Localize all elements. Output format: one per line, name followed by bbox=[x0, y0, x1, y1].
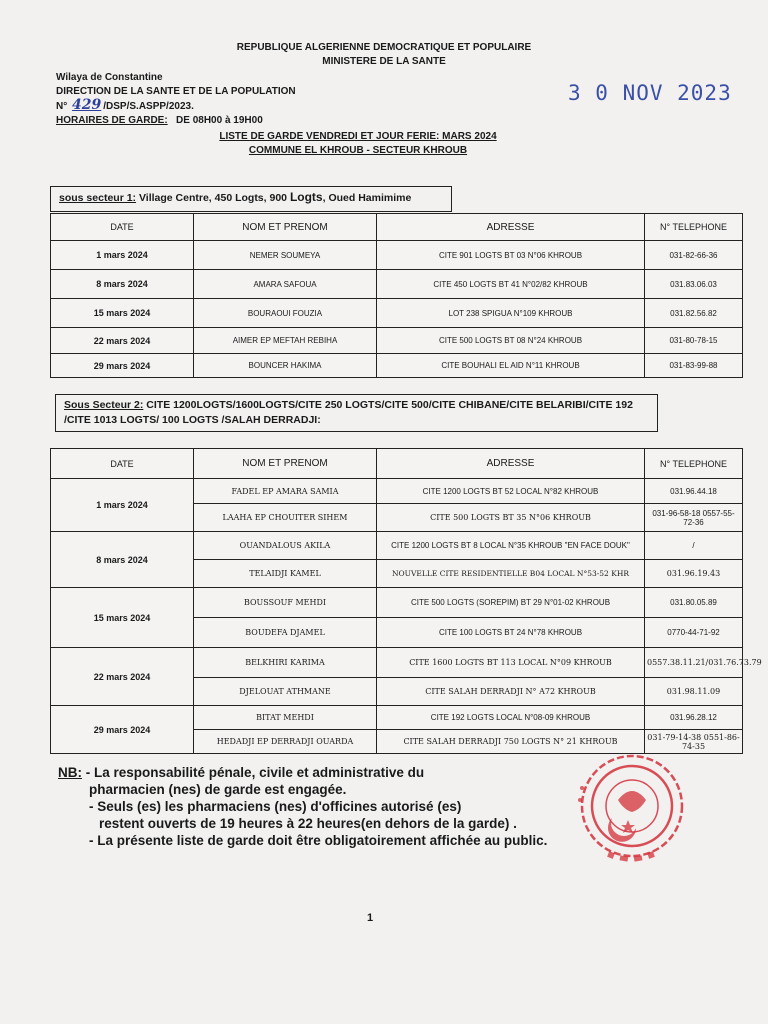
row-address: CITE 901 LOGTS BT 03 N°06 KHROUB bbox=[377, 241, 645, 270]
sector1-label: sous secteur 1: bbox=[59, 192, 137, 204]
row-phone: 031-79-14-38 0551-86-74-35 bbox=[645, 730, 743, 754]
table-header-row bbox=[51, 214, 743, 241]
row-name: OUANDALOUS AKILA bbox=[194, 532, 377, 560]
header-name: NOM ET PRENOM bbox=[194, 449, 377, 479]
header-date: DATE bbox=[51, 449, 194, 479]
row-phone: 031.82.56.82 bbox=[645, 299, 743, 328]
row-address: CITE SALAH DERRADJI 750 LOGTS N° 21 KHROUB bbox=[377, 730, 645, 754]
group-date: 15 mars 2024 bbox=[51, 588, 194, 648]
row-name: LAAHA EP CHOUITER SIHEM bbox=[194, 504, 377, 532]
hours-label: HORAIRES DE GARDE: bbox=[56, 115, 168, 126]
row-name: BOURAOUI FOUZIA bbox=[194, 299, 377, 328]
row-name: BOUDEFA DJAMEL bbox=[194, 618, 377, 648]
sector1-banner bbox=[50, 186, 452, 212]
row-name: AIMER EP MEFTAH REBIHA bbox=[194, 328, 377, 354]
row-name: NEMER SOUMEYA bbox=[194, 241, 377, 270]
sector2-areas-line1: CITE 1200LOGTS/1600LOGTS/CITE 250 LOGTS/CITE 500/CITE CHIBANE/CITE BELARIBI/CITE 192 bbox=[146, 399, 633, 411]
row-address: CITE 1200 LOGTS BT 52 LOCAL N°82 KHROUB bbox=[377, 479, 645, 504]
hours-line bbox=[56, 115, 263, 126]
row-phone: 031-83-99-88 bbox=[645, 354, 743, 378]
row-phone: 031.96.28.12 bbox=[645, 706, 743, 730]
table-header-row bbox=[51, 449, 743, 479]
row-phone: 031.96.44.18 bbox=[645, 479, 743, 504]
list-title: LISTE DE GARDE VENDREDI ET JOUR FERIE: MARS 2024 bbox=[219, 131, 497, 142]
row-address: CITE SALAH DERRADJI N° A72 KHROUB bbox=[377, 678, 645, 706]
row-phone: 031-96-58-18 0557-55-72-36 bbox=[645, 504, 743, 532]
official-seal-icon bbox=[568, 748, 696, 876]
direction-line: DIRECTION DE LA SANTE ET DE LA POPULATION bbox=[56, 86, 296, 97]
row-address: CITE BOUHALI EL AID N°11 KHROUB bbox=[377, 354, 645, 378]
wilaya-line: Wilaya de Constantine bbox=[56, 72, 163, 83]
row-date: 29 mars 2024 bbox=[51, 354, 194, 378]
notes-label: NB: bbox=[58, 765, 82, 780]
sector1-table bbox=[50, 213, 743, 378]
header-date: DATE bbox=[51, 214, 194, 241]
row-name: BOUSSOUF MEHDI bbox=[194, 588, 377, 618]
row-name: BELKHIRI KARIMA bbox=[194, 648, 377, 678]
row-date: 22 mars 2024 bbox=[51, 328, 194, 354]
row-address: LOT 238 SPIGUA N°109 KHROUB bbox=[377, 299, 645, 328]
row-address: CITE 1200 LOGTS BT 8 LOCAL N°35 KHROUB "EN FACE DOUK" bbox=[377, 532, 645, 560]
note-line: NB: - La responsabilité pénale, civile et administrative du bbox=[58, 765, 425, 780]
row-name: BITAT MEHDI bbox=[194, 706, 377, 730]
table-row bbox=[51, 354, 743, 378]
commune-title: COMMUNE EL KHROUB - SECTEUR KHROUB bbox=[248, 145, 468, 156]
row-phone: 0770-44-71-92 bbox=[645, 618, 743, 648]
row-address: CITE 500 LOGTS BT 08 N°24 KHROUB bbox=[377, 328, 645, 354]
row-address: CITE 100 LOGTS BT 24 N°78 KHROUB bbox=[377, 618, 645, 648]
table-row bbox=[51, 328, 743, 354]
table-row bbox=[51, 270, 743, 299]
sector2-label: Sous Secteur 2: bbox=[64, 399, 144, 411]
header-phone: N° TELEPHONE bbox=[645, 449, 743, 479]
row-phone: 031.83.06.03 bbox=[645, 270, 743, 299]
row-date: 8 mars 2024 bbox=[51, 270, 194, 299]
table-row bbox=[51, 706, 743, 730]
table-row bbox=[51, 648, 743, 678]
row-address: CITE 500 LOGTS (SOREPIM) BT 29 N°01-02 KHROUB bbox=[377, 588, 645, 618]
row-address: CITE 1600 LOGTS BT 113 LOCAL N°09 KHROUB bbox=[377, 648, 645, 678]
reference-line bbox=[56, 97, 194, 113]
row-name: AMARA SAFOUA bbox=[194, 270, 377, 299]
row-phone: 031-82-66-36 bbox=[645, 241, 743, 270]
hours-value: DE 08H00 à 19H00 bbox=[176, 115, 263, 126]
row-name: BOUNCER HAKIMA bbox=[194, 354, 377, 378]
header-phone: N° TELEPHONE bbox=[645, 214, 743, 241]
ref-suffix: /DSP/S.ASPP/2023. bbox=[103, 101, 194, 112]
row-address: NOUVELLE CITE RESIDENTIELLE B04 LOCAL N°53-52 KHR bbox=[377, 560, 645, 588]
note-line: - Seuls (es) les pharmaciens (nes) d'officines autorisé (es) bbox=[89, 799, 462, 814]
sector1-areas: Village Centre, 450 Logts, 900 bbox=[138, 192, 288, 204]
notes-block bbox=[58, 764, 588, 849]
header-address: ADRESSE bbox=[377, 449, 645, 479]
row-phone: 031.80.05.89 bbox=[645, 588, 743, 618]
table-row bbox=[51, 479, 743, 504]
row-name: FADEL EP AMARA SAMIA bbox=[194, 479, 377, 504]
sector2-banner bbox=[55, 394, 658, 432]
sector2-table bbox=[50, 448, 762, 754]
ref-number: 429 bbox=[72, 97, 102, 113]
row-phone: 0557.38.11.21/031.76.73.79 bbox=[645, 648, 743, 678]
table-row bbox=[51, 241, 743, 270]
row-address: CITE 192 LOGTS LOCAL N°08-09 KHROUB bbox=[377, 706, 645, 730]
group-date: 29 mars 2024 bbox=[51, 706, 194, 754]
ref-prefix: N° bbox=[56, 101, 68, 112]
sector2-areas-line2: /CITE 1013 LOGTS/ 100 LOGTS /SALAH DERRADJI: bbox=[64, 414, 321, 426]
header-address: ADRESSE bbox=[377, 214, 645, 241]
table-row bbox=[51, 588, 743, 618]
row-address: CITE 500 LOGTS BT 35 N°06 KHROUB bbox=[377, 504, 645, 532]
received-date-stamp: 3 0 NOV 2023 bbox=[568, 81, 732, 105]
sector1-areas-end: , Oued Hamimime bbox=[322, 192, 412, 204]
row-phone: / bbox=[645, 532, 743, 560]
page-number: 1 bbox=[366, 912, 374, 924]
note-line: - La présente liste de garde doit être obligatoirement affichée au public. bbox=[89, 833, 548, 848]
row-date: 15 mars 2024 bbox=[51, 299, 194, 328]
group-date: 1 mars 2024 bbox=[51, 479, 194, 532]
header-name: NOM ET PRENOM bbox=[194, 214, 377, 241]
republic-title: REPUBLIQUE ALGERIENNE DEMOCRATIQUE ET POPULAIRE bbox=[236, 42, 532, 53]
table-row bbox=[51, 532, 743, 560]
row-phone: 031.98.11.09 bbox=[645, 678, 743, 706]
row-phone: 031-80-78-15 bbox=[645, 328, 743, 354]
row-name: DJELOUAT ATHMANE bbox=[194, 678, 377, 706]
sector1-areas-emphasis: Logts bbox=[289, 190, 323, 204]
ministry-title: MINISTERE DE LA SANTE bbox=[322, 56, 446, 67]
group-date: 8 mars 2024 bbox=[51, 532, 194, 588]
note-line: restent ouverts de 19 heures à 22 heures(en dehors de la garde) . bbox=[99, 816, 517, 831]
row-phone: 031.96.19.43 bbox=[645, 560, 743, 588]
note-line: pharmacien (nes) de garde est engagée. bbox=[89, 782, 347, 797]
table-row bbox=[51, 299, 743, 328]
group-date: 22 mars 2024 bbox=[51, 648, 194, 706]
row-address: CITE 450 LOGTS BT 41 N°02/82 KHROUB bbox=[377, 270, 645, 299]
row-date: 1 mars 2024 bbox=[51, 241, 194, 270]
row-name: TELAIDJI KAMEL bbox=[194, 560, 377, 588]
row-name: HEDADJI EP DERRADJI OUARDA bbox=[194, 730, 377, 754]
